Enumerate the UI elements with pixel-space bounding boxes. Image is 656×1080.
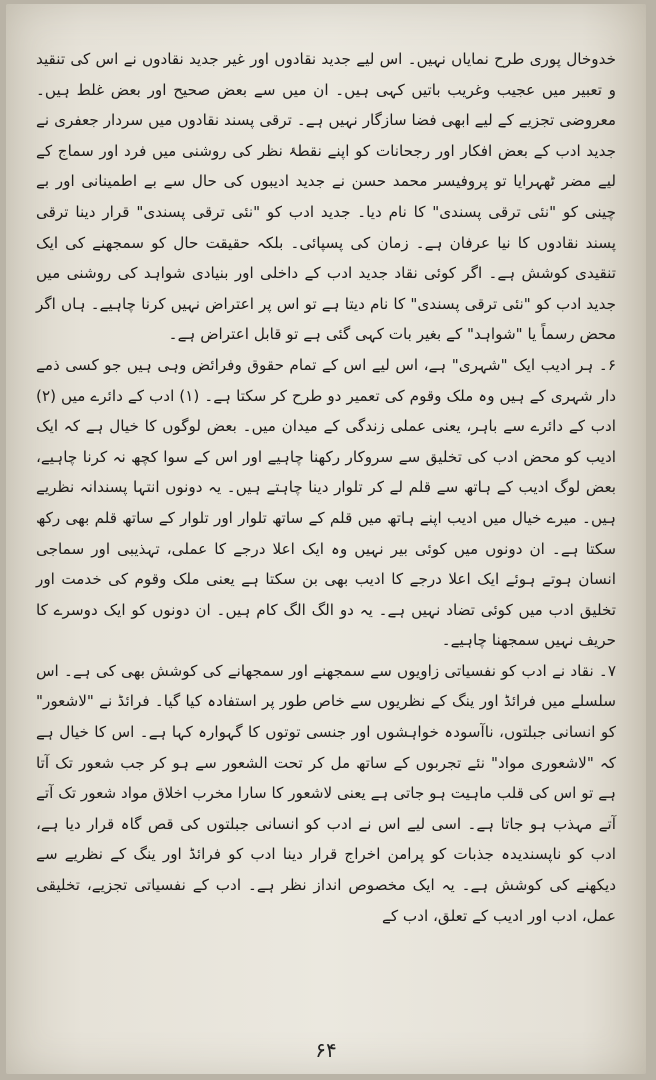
page-number: ۶۴ — [315, 1038, 337, 1062]
body-text — [36, 44, 616, 931]
paragraph-1: خدوخال پوری طرح نمایاں نہیں۔ اس لیے جدید نقادوں اور غیر جدید نقادوں نے اس کی تنقید و تعبیر میں عجیب وغریب باتیں کہی ہیں۔ ان میں سے بعض صحیح اور بعض غلط ہیں۔ معروضی تجزیے کے لیے ابھی فضا سازگار نہیں ہے۔ ترقی پسند نقادوں میں سردار جعفری نے جدید ادب کے بعض افکار اور رجحانات کو اپنے نقطۂ نظر کی روشنی میں فرد اور سماج کے لیے مضر ٹھہرایا تو پروفیسر محمد حسن نے جدید ادیبوں کی حال سے بے اطمینانی اور بے چینی کو "نئی ترقی پسندی" کا نام دیا۔ جدید ادب کو "نئی ترقی پسندی" قرار دینا ترقی پسند نقادوں کا نیا عرفان ہے۔ زمان کی پسپائی۔ بلکہ حقیقت حال کو سمجھنے کی ایک تنقیدی کوشش ہے۔ اگر کوئی نقاد جدید ادب کے داخلی اور بنیادی شواہد کی روشنی میں جدید ادب کو "نئی ترقی پسندی" کا نام دیتا ہے تو اس پر اعتراض نہیں کرنا چاہیے۔ ہاں اگر محض رسماً یا "شواہد" کے بغیر بات کہی گئی ہے تو قابل اعتراض ہے۔ — [36, 50, 616, 344]
paragraph-2: ۶۔ ہر ادیب ایک "شہری" ہے، اس لیے اس کے تمام حقوق وفرائض وہی ہیں جو کسی ذمے دار شہری کے ہیں وہ ملک وقوم کی تعمیر دو طرح کر سکتا ہے۔ (۱) ادب کے دائرے میں (۲) ادب کے دائرے سے باہر، یعنی عملی زندگی کے میدان میں۔ بعض لوگوں کا خیال ہے کہ ایک ادیب کو محض ادب کی تخلیق سے سروکار رکھنا چاہیے اور اس کے سوا کچھ نہ کرنا چاہیے، بعض لوگ ادیب کے ہاتھ سے قلم لے کر تلوار دینا چاہتے ہیں۔ یہ دونوں انتہا پسندانہ نظریے ہیں۔ میرے خیال میں ادیب اپنے ہاتھ میں قلم کے ساتھ تلوار اور تلوار کے ساتھ قلم بھی رکھ سکتا ہے۔ ان دونوں میں کوئی بیر نہیں وہ ایک اعلا درجے کا عملی، تہذیبی اور سماجی انسان ہوتے ہوئے ایک اعلا درجے کا ادیب بھی بن سکتا ہے یعنی ملک وقوم کی خدمت اور تخلیق ادب میں کوئی تضاد نہیں ہے۔ یہ دو الگ الگ کام ہیں۔ ان دونوں کو ایک دوسرے کا حریف نہیں سمجھنا چاہیے۔ — [36, 355, 616, 650]
paragraph-3: ۷۔ نقاد نے ادب کو نفسیاتی زاویوں سے سمجھنے اور سمجھانے کی کوشش بھی کی ہے۔ اس سلسلے میں فرائڈ اور ینگ کے نظریوں سے خاص طور پر استفادہ کیا گیا۔ فرائڈ نے "لاشعور" کو انسانی جبلتوں، ناآسودہ خواہشوں اور جنسی توتوں کا گہوارہ کہا ہے۔ اس کا خیال ہے کہ "لاشعوری مواد" نئے تجربوں کے ساتھ مل کر تحت الشعور سے ہو کر جب شعور تک آتا ہے تو اس کی قلب ماہیت ہو جاتی ہے یعنی لاشعور کا سارا مخرب اخلاق مواد شعور تک آتے آتے مہذب ہو جاتا ہے۔ اسی لیے اس نے ادب کو انسانی جبلتوں کی قص گاہ قرار دیا ہے، ادب کو ناپسندیدہ جذبات کو پرامن اخراج قرار دینا ادب کو فرائڈ اور ینگ کے نظریے سے دیکھنے کی کوشش ہے۔ یہ ایک مخصوص انداز نظر ہے۔ ادب کے نفسیاتی تجزیے، تخلیقی عمل، ادب اور ادیب کے تعلق، ادب کے — [36, 661, 616, 925]
book-page — [6, 4, 646, 1074]
